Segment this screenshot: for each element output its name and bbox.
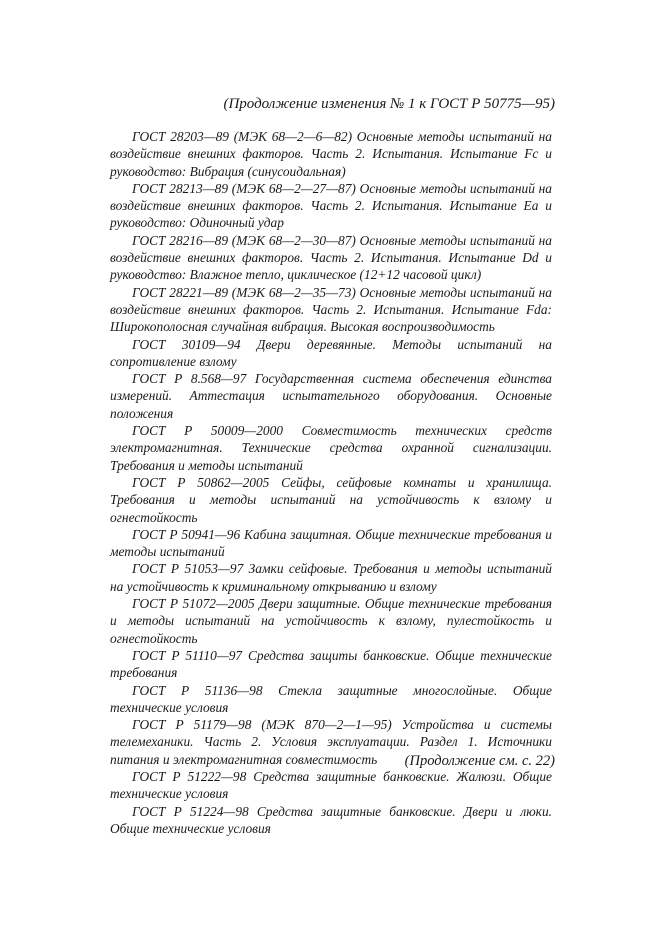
standard-reference-entry: ГОСТ Р 8.568—97 Государственная система обеспечения единства измерений. Аттестация испытательного оборудования. Основные положения	[110, 371, 552, 421]
standard-reference-entry: ГОСТ Р 51224—98 Средства защитные банковские. Двери и люки. Общие технические условия	[110, 803, 552, 836]
standard-reference-entry: ГОСТ 28203—89 (МЭК 68—2—6—82) Основные методы испытаний на воздействие внешних факторов. Часть 2. Испытания. Испытание Fc и руководство: Вибрация (синусоидальная)	[110, 129, 552, 179]
standard-reference-entry: ГОСТ 28216—89 (МЭК 68—2—30—87) Основные методы испытаний на воздействие внешних факторов. Часть 2. Испытания. Испытание Dd и руководство: Влажное тепло, циклическое (12+12 часовой цикл)	[110, 232, 552, 283]
standard-reference-entry: ГОСТ 28213—89 (МЭК 68—2—27—87) Основные методы испытаний на воздействие внешних факторов. Часть 2. Испытания. Испытание Ea и руководство: Одиночный удар	[110, 180, 552, 231]
standard-reference-entry: ГОСТ 30109—94 Двери деревянные. Методы испытаний на сопротивление взлому	[110, 336, 552, 369]
standard-reference-entry: ГОСТ Р 51072—2005 Двери защитные. Общие технические требования и методы испытаний на устойчивость к взлому, пулестойкость и огнестойкость	[110, 596, 552, 646]
standard-reference-entry: ГОСТ Р 50941—96 Кабина защитная. Общие технические требования и методы испытаний	[110, 526, 552, 560]
standard-reference-entry: ГОСТ 28221—89 (МЭК 68—2—35—73) Основные методы испытаний на воздействие внешних факторов. Часть 2. Испытания. Испытание Fda: Широкополосная случайная вибрация. Высокая воспроизводимость	[110, 284, 552, 335]
standard-reference-entry: ГОСТ Р 51110—97 Средства защиты банковские. Общие технические требования	[110, 647, 552, 681]
standards-reference-list	[110, 128, 552, 837]
standard-reference-entry: ГОСТ Р 50009—2000 Совместимость технических средств электромагнитная. Технические средства охранной сигнализации. Требования и методы испытаний	[110, 423, 552, 473]
standard-reference-entry: ГОСТ Р 51179—98 (МЭК 870—2—1—95) Устройства и системы телемеханики. Часть 2. Условия эксплуатации. Раздел 1. Источники питания и электромагнитная совместимость	[110, 717, 552, 767]
standard-reference-entry: ГОСТ Р 51053—97 Замки сейфовые. Требования и методы испытаний на устойчивость к криминальному открыванию и взлому	[110, 561, 552, 594]
standard-reference-entry: ГОСТ Р 51136—98 Стекла защитные многослойные. Общие технические условия	[110, 682, 552, 715]
standard-reference-entry: ГОСТ Р 51222—98 Средства защитные банковские. Жалюзи. Общие технические условия	[110, 768, 552, 802]
continuation-header: (Продолжение изменения № 1 к ГОСТ Р 50775—95)	[223, 96, 555, 112]
continuation-footer: (Продолжение см. с. 22)	[404, 753, 555, 769]
standard-reference-entry: ГОСТ Р 50862—2005 Сейфы, сейфовые комнаты и хранилища. Требования и методы испытаний на устойчивость к взлому и огнестойкость	[110, 474, 552, 525]
